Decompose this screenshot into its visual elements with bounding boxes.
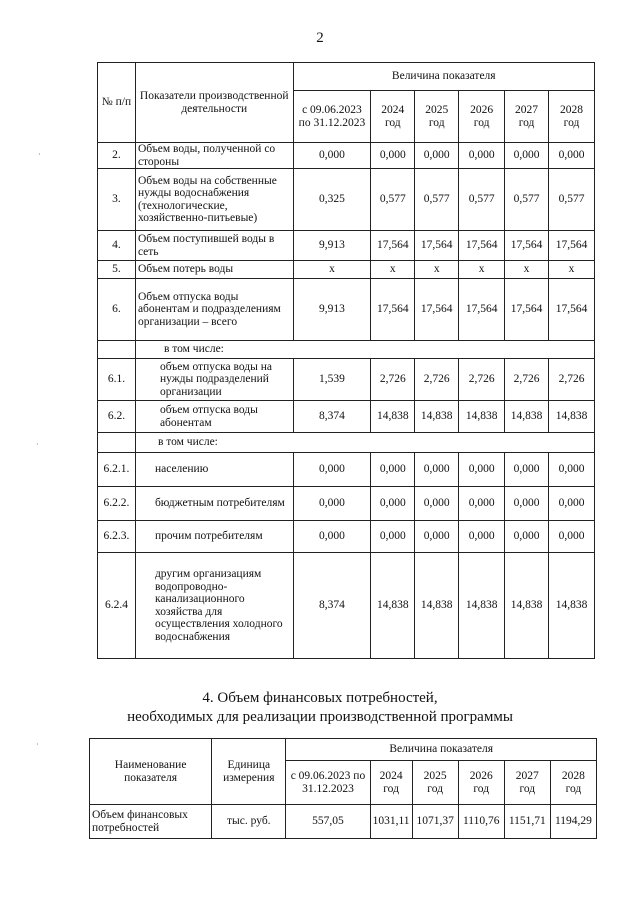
- value-cell: 1194,29: [550, 805, 596, 839]
- value-cell: 0,000: [293, 453, 371, 487]
- value-cell: 1151,71: [504, 805, 550, 839]
- value-cell: 8,374: [293, 401, 371, 433]
- table-row: [98, 359, 595, 401]
- row-number: 5.: [98, 261, 136, 279]
- row-number: 6.2.: [98, 401, 136, 433]
- value-cell: x: [415, 261, 459, 279]
- value-cell: 14,838: [459, 401, 505, 433]
- value-cell: 2,726: [415, 359, 459, 401]
- section-title-line: необходимых для реализации производственной программы: [127, 709, 513, 725]
- value-cell: 17,564: [549, 279, 595, 341]
- col-unit-header: Единица измерения: [212, 739, 286, 805]
- value-cell: 14,838: [371, 401, 415, 433]
- value-cell: 14,838: [371, 553, 415, 659]
- value-cell: 0,000: [371, 487, 415, 521]
- row-label: объем отпуска воды на нужды подразделений организации: [135, 359, 293, 401]
- row-number: 3.: [98, 169, 136, 231]
- period-header: 2028 год: [550, 761, 596, 805]
- value-cell: 17,564: [549, 231, 595, 261]
- subheader-num-cell: [98, 433, 136, 453]
- period-header: 2026 год: [458, 761, 504, 805]
- value-cell: 0,577: [415, 169, 459, 231]
- value-cell: 17,564: [415, 231, 459, 261]
- col-value-header: Величина показателя: [286, 739, 597, 761]
- period-header: 2024 год: [371, 91, 415, 143]
- period-header: 2025 год: [412, 761, 458, 805]
- period-header: 2027 год: [504, 761, 550, 805]
- period-header: 2026 год: [459, 91, 505, 143]
- value-cell: 0,000: [371, 453, 415, 487]
- value-cell: 0,000: [415, 521, 459, 553]
- financial-needs-table: [89, 738, 597, 839]
- row-label: Объем отпуска воды абонентам и подразделениям организации – всего: [135, 279, 293, 341]
- section-title-line: 4. Объем финансовых потребностей,: [202, 690, 438, 706]
- value-cell: x: [459, 261, 505, 279]
- value-cell: 9,913: [293, 279, 371, 341]
- row-label: Объем поступившей воды в сеть: [135, 231, 293, 261]
- value-cell: 14,838: [549, 401, 595, 433]
- value-cell: 14,838: [459, 553, 505, 659]
- row-number: 6.1.: [98, 359, 136, 401]
- value-cell: 0,577: [459, 169, 505, 231]
- value-cell: 0,577: [505, 169, 549, 231]
- table-row: [98, 553, 595, 659]
- table-row: [98, 169, 595, 231]
- value-cell: 0,000: [293, 521, 371, 553]
- table-row: [98, 231, 595, 261]
- value-cell: 0,000: [293, 143, 371, 169]
- subheader-num-cell: [98, 341, 136, 359]
- table-row: [98, 279, 595, 341]
- value-cell: 0,000: [371, 521, 415, 553]
- table-row: [98, 433, 595, 453]
- value-cell: 2,726: [371, 359, 415, 401]
- scan-speck: ·: [36, 440, 39, 449]
- value-cell: 0,000: [549, 521, 595, 553]
- col-indicator-header: Показатели производственной деятельности: [135, 63, 293, 143]
- unit-cell: тыс. руб.: [212, 805, 286, 839]
- value-cell: 0,000: [505, 521, 549, 553]
- period-header: 2027 год: [505, 91, 549, 143]
- value-cell: x: [371, 261, 415, 279]
- row-label: прочим потребителям: [135, 521, 293, 553]
- value-cell: 0,000: [459, 487, 505, 521]
- production-indicators-table: [97, 62, 595, 659]
- value-cell: 17,564: [505, 279, 549, 341]
- row-label: Объем воды на собственные нужды водоснабжения (технологические, хозяйственно-питьевые): [135, 169, 293, 231]
- period-header: с 09.06.2023 по 31.12.2023: [293, 91, 371, 143]
- value-cell: 14,838: [415, 401, 459, 433]
- section-4-title: [0, 689, 640, 727]
- value-cell: 0,000: [371, 143, 415, 169]
- value-cell: 0,000: [549, 453, 595, 487]
- value-cell: 2,726: [505, 359, 549, 401]
- value-cell: 557,05: [286, 805, 370, 839]
- period-header: 2024 год: [370, 761, 412, 805]
- value-cell: 17,564: [459, 279, 505, 341]
- value-cell: 0,000: [505, 143, 549, 169]
- value-cell: 0,000: [415, 453, 459, 487]
- value-cell: 0,577: [549, 169, 595, 231]
- table-row: [98, 341, 595, 359]
- row-number: 2.: [98, 143, 136, 169]
- value-cell: 0,000: [459, 453, 505, 487]
- row-number: 6.2.1.: [98, 453, 136, 487]
- value-cell: 2,726: [459, 359, 505, 401]
- col-value-header: Величина показателя: [293, 63, 594, 91]
- table-row: [98, 401, 595, 433]
- subheader-cell: в том числе:: [135, 341, 594, 359]
- value-cell: 0,000: [549, 487, 595, 521]
- row-label: населению: [135, 453, 293, 487]
- table-row: [98, 261, 595, 279]
- row-label: бюджетным потребителям: [135, 487, 293, 521]
- value-cell: 0,000: [415, 487, 459, 521]
- table-row: [98, 487, 595, 521]
- scan-speck: ·: [38, 150, 41, 159]
- value-cell: 14,838: [505, 401, 549, 433]
- row-label: Объем финансовых потребностей: [90, 805, 212, 839]
- row-number: 4.: [98, 231, 136, 261]
- value-cell: 0,325: [293, 169, 371, 231]
- value-cell: 0,577: [371, 169, 415, 231]
- value-cell: 17,564: [459, 231, 505, 261]
- row-label: Объем воды, полученной со стороны: [135, 143, 293, 169]
- value-cell: 0,000: [549, 143, 595, 169]
- value-cell: 0,000: [415, 143, 459, 169]
- table-row: [98, 453, 595, 487]
- period-header: с 09.06.2023 по 31.12.2023: [286, 761, 370, 805]
- row-number: 6.: [98, 279, 136, 341]
- value-cell: 17,564: [415, 279, 459, 341]
- value-cell: 1031,11: [370, 805, 412, 839]
- row-label: Объем потерь воды: [135, 261, 293, 279]
- subheader-cell: в том числе:: [135, 433, 594, 453]
- table-row: [90, 805, 597, 839]
- value-cell: 14,838: [415, 553, 459, 659]
- value-cell: 14,838: [505, 553, 549, 659]
- value-cell: x: [549, 261, 595, 279]
- row-number: 6.2.4: [98, 553, 136, 659]
- value-cell: 0,000: [293, 487, 371, 521]
- value-cell: 1,539: [293, 359, 371, 401]
- value-cell: 0,000: [459, 521, 505, 553]
- value-cell: 0,000: [505, 487, 549, 521]
- value-cell: 17,564: [371, 231, 415, 261]
- value-cell: 0,000: [505, 453, 549, 487]
- value-cell: 9,913: [293, 231, 371, 261]
- value-cell: x: [505, 261, 549, 279]
- row-label: объем отпуска воды абонентам: [135, 401, 293, 433]
- value-cell: 1071,37: [412, 805, 458, 839]
- scan-speck: ·: [36, 740, 39, 749]
- value-cell: 2,726: [549, 359, 595, 401]
- value-cell: x: [293, 261, 371, 279]
- period-header: 2025 год: [415, 91, 459, 143]
- row-number: 6.2.3.: [98, 521, 136, 553]
- table-row: [98, 143, 595, 169]
- col-num-header: № п/п: [98, 63, 136, 143]
- value-cell: 1110,76: [458, 805, 504, 839]
- value-cell: 0,000: [459, 143, 505, 169]
- page-number: 2: [316, 30, 324, 46]
- value-cell: 8,374: [293, 553, 371, 659]
- row-number: 6.2.2.: [98, 487, 136, 521]
- row-label: другим организациям водопроводно-канализационного хозяйства для осуществления холодного водоснабжения: [135, 553, 293, 659]
- value-cell: 17,564: [505, 231, 549, 261]
- value-cell: 17,564: [371, 279, 415, 341]
- col-name-header: Наименование показателя: [90, 739, 212, 805]
- value-cell: 14,838: [549, 553, 595, 659]
- table-row: [98, 521, 595, 553]
- period-header: 2028 год: [549, 91, 595, 143]
